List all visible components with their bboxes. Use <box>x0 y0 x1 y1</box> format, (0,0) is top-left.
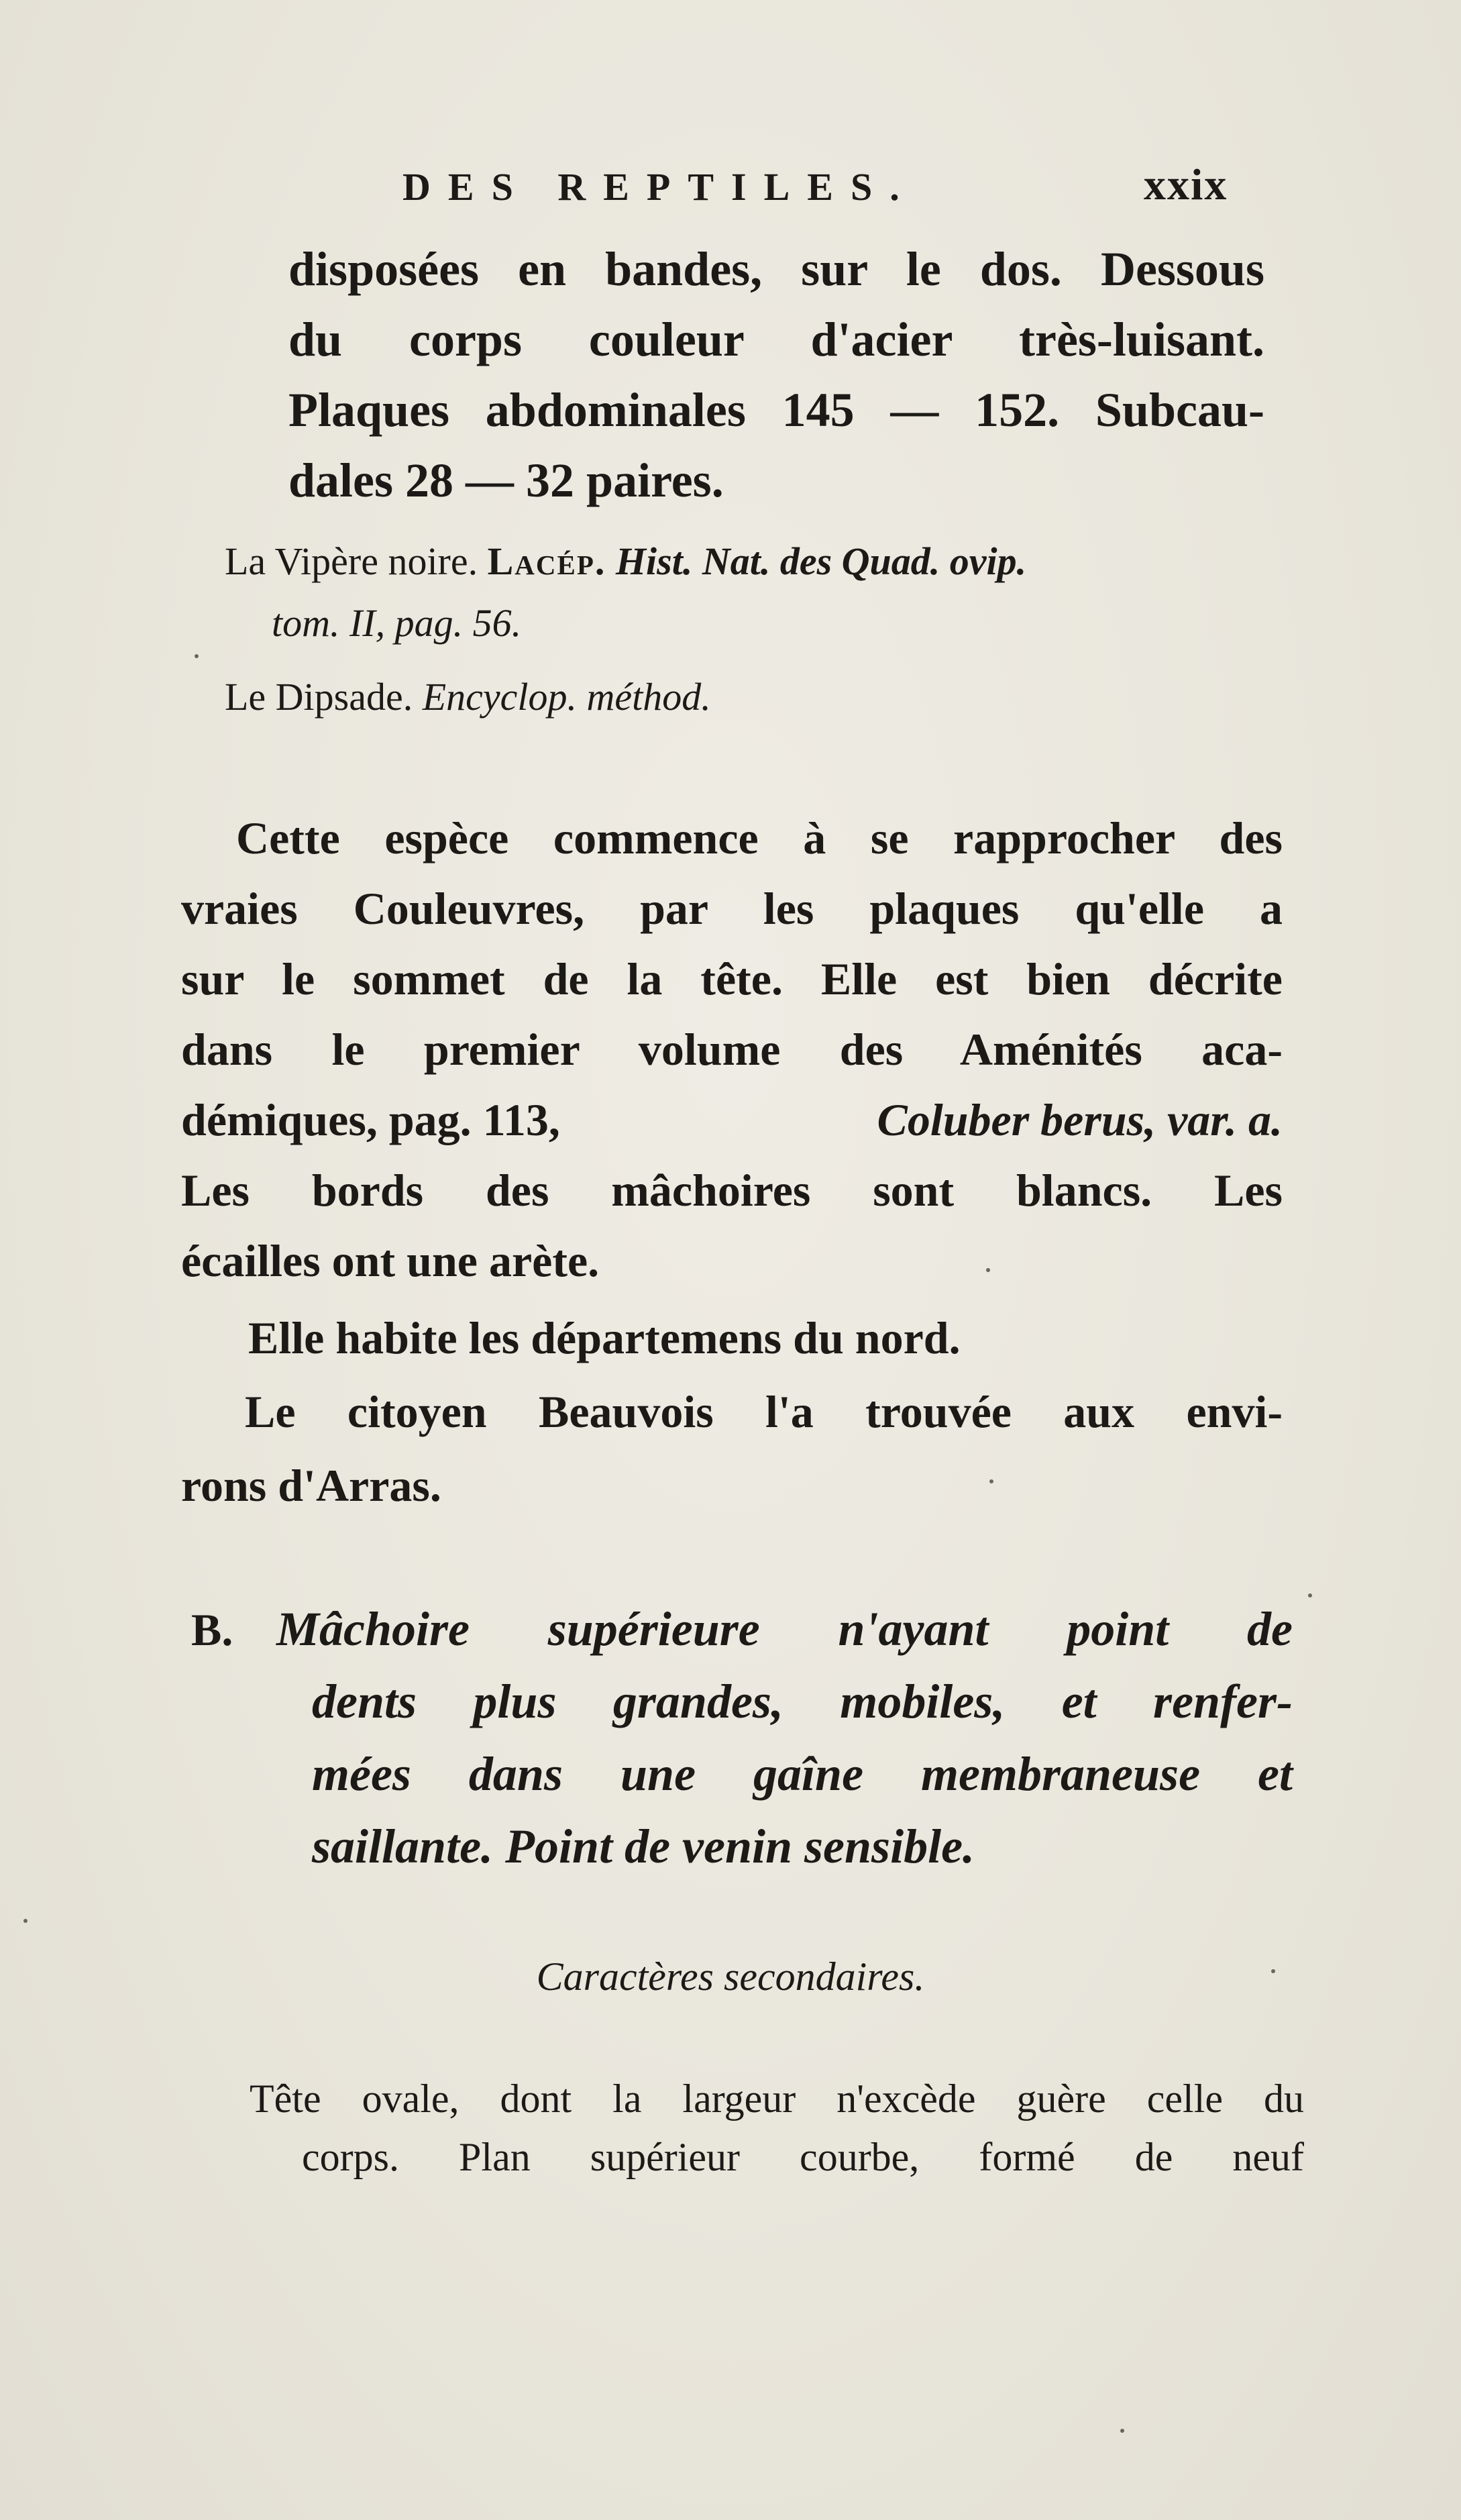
body-line-5-species: Coluber berus, var. a. <box>877 1094 1283 1145</box>
body-line-5-roman: démiques, pag. 113, <box>181 1094 560 1145</box>
section-b-line-1: Mâchoire supérieure n'ayant point de <box>276 1602 1293 1656</box>
body-paragraph-3-line-2: rons d'Arras. <box>181 1460 441 1511</box>
paper-speck <box>1308 1593 1312 1597</box>
secondary-line-1: Tête ovale, dont la largeur n'excède guère celle du <box>250 2077 1304 2121</box>
paper-speck <box>1271 1969 1275 1973</box>
body-line-2: vraies Couleuvres, par les plaques qu'elle a <box>181 883 1283 934</box>
paper-speck <box>23 1919 28 1923</box>
reference-1-author: Lacép. <box>487 539 606 583</box>
description-line-4: dales 28 — 32 paires. <box>288 454 724 507</box>
body-line-3: sur le sommet de la tête. Elle est bien décrite <box>181 953 1283 1004</box>
section-b-line-2: dents plus grandes, mobiles, et renfer- <box>312 1675 1293 1728</box>
reference-2-text: Le Dipsade. <box>225 675 413 719</box>
running-head: DES REPTILES. <box>402 165 917 209</box>
page-number: xxix <box>1144 160 1228 209</box>
secondary-heading: Caractères secondaires. <box>536 1954 925 1999</box>
reference-2 <box>225 675 711 719</box>
reference-1-work: Hist. Nat. des Quad. ovip. <box>615 539 1027 583</box>
body-paragraph-3-line-1: Le citoyen Beauvois l'a trouvée aux envi- <box>245 1386 1283 1437</box>
paper-speck <box>195 654 199 658</box>
reference-1-continuation: tom. II, pag. 56. <box>272 601 522 645</box>
body-paragraph-2: Elle habite les départemens du nord. <box>248 1312 961 1363</box>
paper-speck <box>989 1479 993 1483</box>
secondary-line-2: corps. Plan supérieur courbe, formé de neuf <box>302 2135 1304 2179</box>
description-line-3: Plaques abdominales 145 — 152. Subcau- <box>288 383 1264 437</box>
reference-1 <box>225 539 1268 583</box>
section-b-line-3: mées dans une gaîne membraneuse et <box>312 1747 1293 1801</box>
section-b-line-4: saillante. Point de venin sensible. <box>312 1820 975 1873</box>
body-line-7: écailles ont une arète. <box>181 1235 600 1286</box>
body-line-1: Cette espèce commence à se rapprocher des <box>236 812 1283 863</box>
reference-2-work: Encyclop. méthod. <box>422 675 711 719</box>
paper-speck <box>986 1268 990 1272</box>
body-line-4: dans le premier volume des Aménités aca- <box>181 1024 1283 1075</box>
reference-1-text: La Vipère noire. <box>225 539 478 583</box>
description-line-1: disposées en bandes, sur le dos. Dessous <box>288 242 1264 296</box>
description-line-2: du corps couleur d'acier très-luisant. <box>288 313 1264 366</box>
paper-speck <box>1120 2429 1124 2433</box>
section-b-letter: B. <box>191 1604 233 1655</box>
body-line-6: Les bords des mâchoires sont blancs. Les <box>181 1165 1283 1216</box>
body-line-5 <box>181 1094 1283 1145</box>
